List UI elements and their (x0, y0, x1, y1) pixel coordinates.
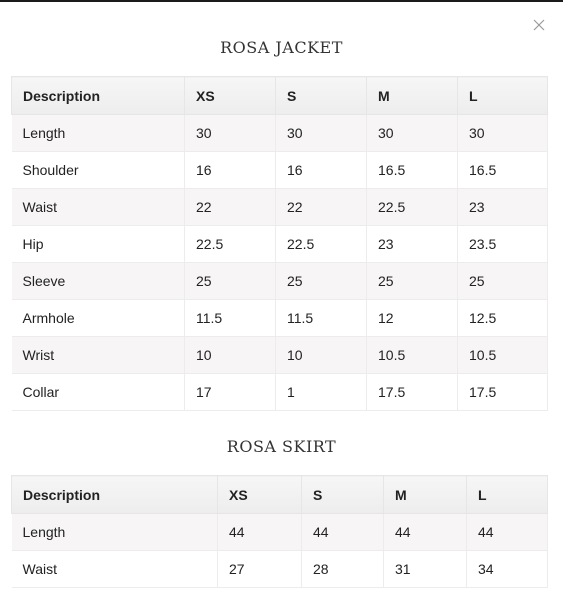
row-label: Wrist (12, 337, 185, 374)
size-value: 16 (276, 152, 367, 189)
table-row (12, 374, 548, 411)
table-row (12, 337, 548, 374)
size-value: 25 (276, 263, 367, 300)
size-value: 22.5 (276, 226, 367, 263)
size-value: 1 (276, 374, 367, 411)
size-value: 10 (185, 337, 276, 374)
table-row (12, 514, 548, 551)
size-value: 22 (276, 189, 367, 226)
header-cell-l: L (467, 476, 548, 514)
size-value: 17.5 (458, 374, 548, 411)
table-header-row (12, 77, 548, 115)
size-value: 25 (185, 263, 276, 300)
table-header-row (12, 476, 548, 514)
size-value: 34 (467, 551, 548, 588)
jacket-size-table (11, 76, 548, 411)
size-value: 44 (218, 514, 302, 551)
table-row (12, 551, 548, 588)
size-value: 22 (185, 189, 276, 226)
size-value: 30 (367, 115, 458, 152)
size-value: 16 (185, 152, 276, 189)
size-value: 23 (458, 189, 548, 226)
jacket-title: ROSA JACKET (220, 38, 343, 57)
row-label: Waist (12, 551, 218, 588)
row-label: Length (12, 514, 218, 551)
size-value: 12 (367, 300, 458, 337)
size-value: 27 (218, 551, 302, 588)
table-row (12, 263, 548, 300)
row-label: Hip (12, 226, 185, 263)
table-row (12, 189, 548, 226)
size-value: 25 (367, 263, 458, 300)
size-value: 31 (384, 551, 467, 588)
size-value: 11.5 (276, 300, 367, 337)
size-value: 12.5 (458, 300, 548, 337)
size-value: 44 (384, 514, 467, 551)
row-label: Shoulder (12, 152, 185, 189)
header-cell-description: Description (12, 77, 185, 115)
table-row (12, 152, 548, 189)
row-label: Sleeve (12, 263, 185, 300)
size-value: 22.5 (367, 189, 458, 226)
close-icon (530, 16, 548, 34)
skirt-title: ROSA SKIRT (226, 437, 337, 456)
row-label: Length (12, 115, 185, 152)
size-value: 11.5 (185, 300, 276, 337)
size-value: 30 (458, 115, 548, 152)
close-button[interactable] (530, 16, 548, 34)
header-cell-m: M (367, 77, 458, 115)
size-value: 22.5 (185, 226, 276, 263)
header-cell-description: Description (12, 476, 218, 514)
row-label: Waist (12, 189, 185, 226)
size-value: 44 (467, 514, 548, 551)
size-value: 10 (276, 337, 367, 374)
size-value: 16.5 (367, 152, 458, 189)
header-cell-m: M (384, 476, 467, 514)
table-row (12, 300, 548, 337)
skirt-size-table (11, 475, 548, 588)
size-value: 44 (302, 514, 384, 551)
header-cell-s: S (302, 476, 384, 514)
size-value: 25 (458, 263, 548, 300)
size-value: 30 (276, 115, 367, 152)
size-value: 28 (302, 551, 384, 588)
size-value: 10.5 (367, 337, 458, 374)
size-value: 17.5 (367, 374, 458, 411)
header-cell-l: L (458, 77, 548, 115)
row-label: Collar (12, 374, 185, 411)
header-cell-xs: XS (185, 77, 276, 115)
size-value: 30 (185, 115, 276, 152)
row-label: Armhole (12, 300, 185, 337)
header-cell-s: S (276, 77, 367, 115)
size-value: 23.5 (458, 226, 548, 263)
top-border (0, 0, 563, 2)
header-cell-xs: XS (218, 476, 302, 514)
size-value: 16.5 (458, 152, 548, 189)
size-value: 23 (367, 226, 458, 263)
size-value: 10.5 (458, 337, 548, 374)
table-row (12, 115, 548, 152)
size-value: 17 (185, 374, 276, 411)
table-row (12, 226, 548, 263)
